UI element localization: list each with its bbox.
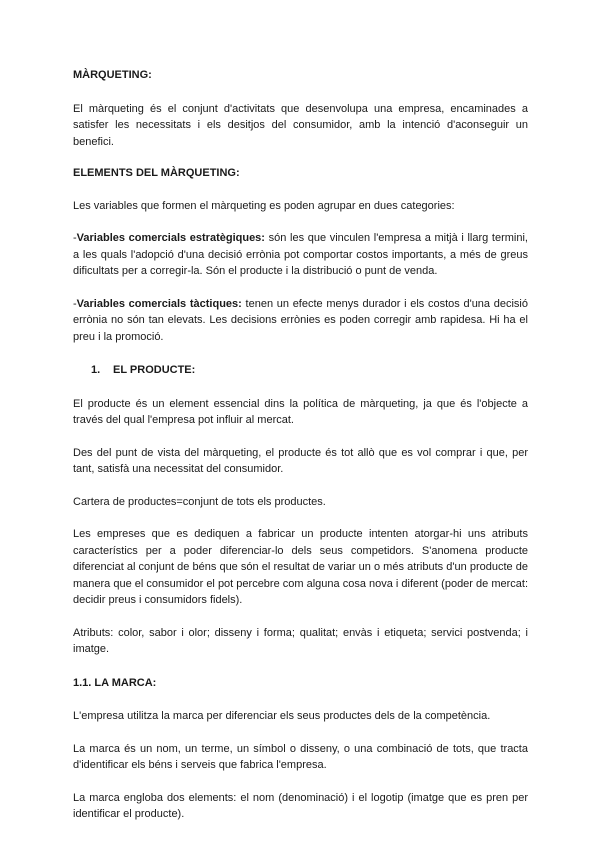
paragraph-product-2: Des del punt de vista del màrqueting, el producte és tot allò que es vol comprar i que, per tant, satisfà una necessitat del consumidor. <box>73 446 528 475</box>
tactical-label: Variables comercials tàctiques: <box>76 297 242 310</box>
heading-number: 1. <box>91 364 101 376</box>
heading-marca: 1.1. LA MARCA: <box>73 676 157 689</box>
heading-producte-text: EL PRODUCTE: <box>113 364 196 376</box>
paragraph-strategic <box>73 230 528 280</box>
bullet-dash: - <box>73 232 77 244</box>
paragraph-empreses: Les empreses que es dediquen a fabricar un producte intenten atorgar-hi uns atributs característics per a poder diferenciar-lo dels seus competidors. S'anomena producte diferenciat al conjunt de béns que són el resultat de variar un o més atributs d'un producte de manera que el consumidor el pot percebre com alguna cosa nova i diferent (poder de mercat: decidir preus i consumidors fidels). <box>73 528 528 606</box>
heading-elements: ELEMENTS DEL MÀRQUETING: <box>73 167 240 179</box>
paragraph-product-1: El producte és un element essencial dins la política de màrqueting, ja que és l'objecte a través del qual l'empresa pot influir al mercat. <box>73 397 528 426</box>
heading-marqueting: MÀRQUETING: <box>73 69 152 81</box>
paragraph-tactical <box>73 296 528 346</box>
paragraph-variables: Les variables que formen el màrqueting es poden agrupar en dues categories: <box>73 199 455 212</box>
document-body <box>73 67 528 823</box>
paragraph-marca-1: L'empresa utilitza la marca per diferenciar els seus productes dels de la competència. <box>73 710 491 722</box>
paragraph-cartera: Cartera de productes=conjunt de tots els productes. <box>73 495 326 508</box>
paragraph-marca-3: La marca engloba dos elements: el nom (denominació) i el logotip (imatge que es pren per identificar el producte). <box>73 791 528 820</box>
strategic-text: són les que vinculen l'empresa a mitjà i llarg termini, a les quals l'adopció d'una decisió errònia pot comportar costos importants, a més de greus dificultats per a corregir-la. Són el producte i la distribució o punt de venda. <box>73 232 528 277</box>
paragraph-atributs: Atributs: color, sabor i olor; disseny i forma; qualitat; envàs i etiqueta; servici postvenda; i imatge. <box>73 626 528 655</box>
paragraph-marca-2: La marca és un nom, un terme, un símbol o disseny, o una combinació de tots, que tracta d'identificar els béns i serveis que fabrica l'empresa. <box>73 742 528 771</box>
bullet-dash: - <box>73 297 77 310</box>
tactical-text: tenen un efecte menys durador i els costos d'una decisió errònia no són tan elevats. Les decisions errònies es poden corregir amb rapidesa. Hi ha el preu i la promoció. <box>73 297 528 343</box>
paragraph-definition: El màrqueting és el conjunt d'activitats que desenvolupa una empresa, encaminades a satisfer les necessitats i els desitjos del consumidor, amb la intenció d'aconseguir un benefici. <box>73 102 528 148</box>
strategic-label: Variables comercials estratègiques: <box>76 232 265 244</box>
heading-producte <box>73 362 528 379</box>
